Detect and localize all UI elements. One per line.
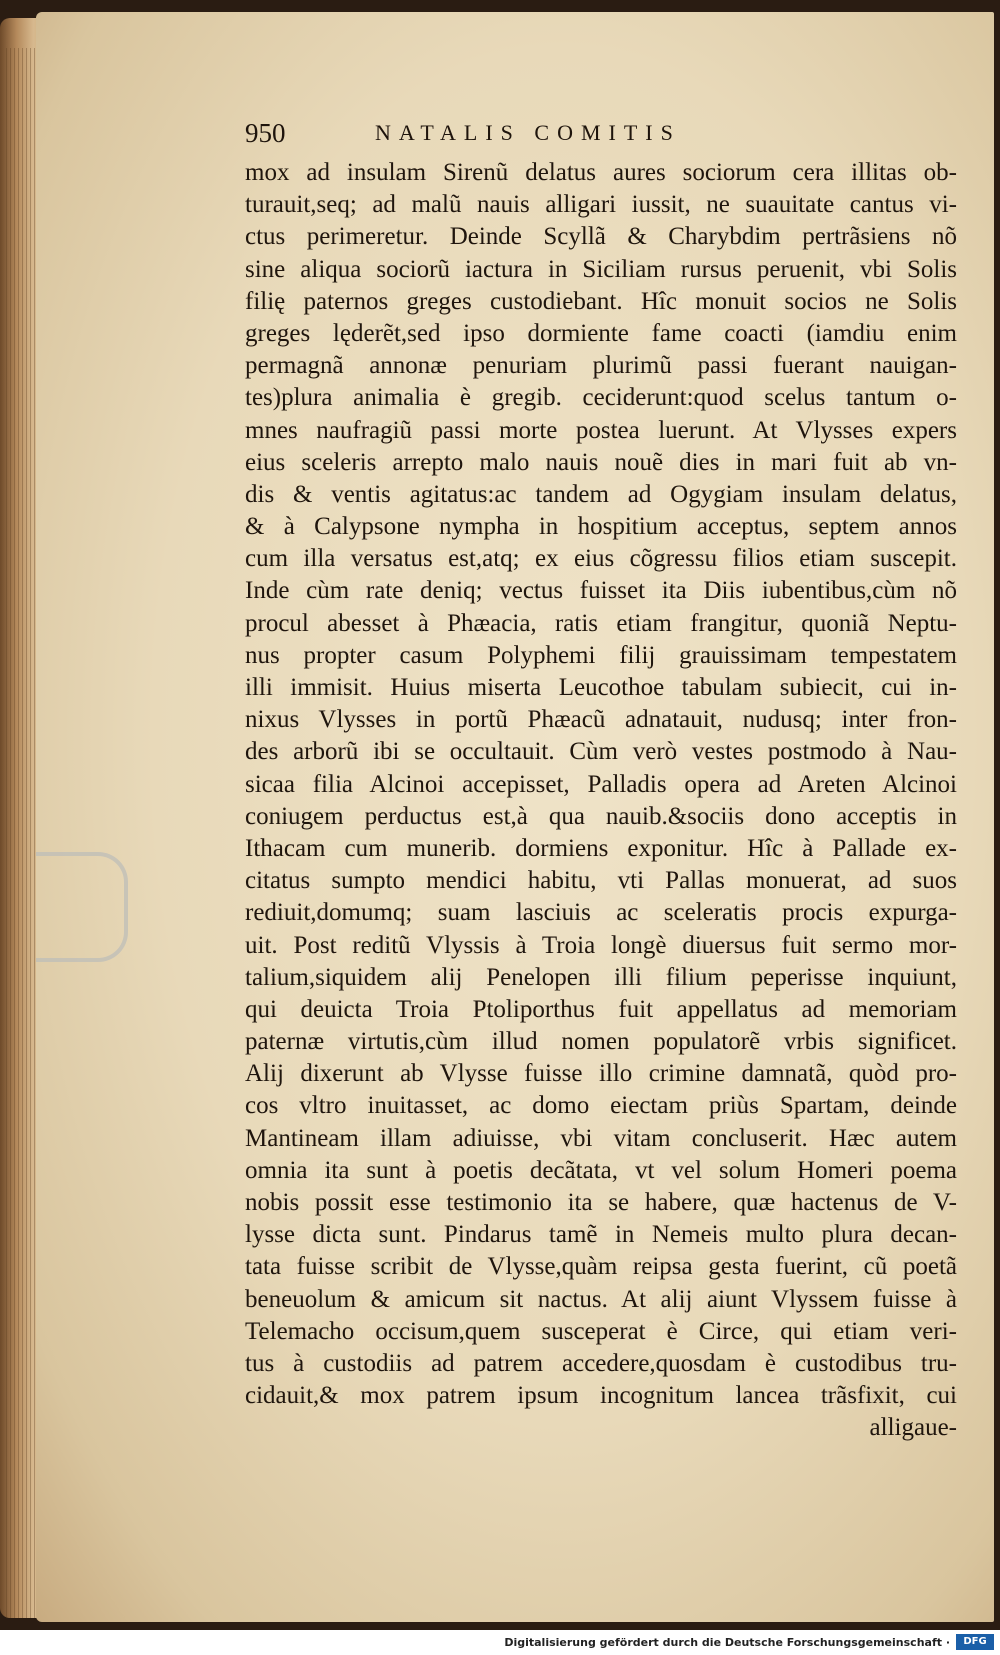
- page-number: 950: [245, 118, 286, 148]
- text-line: sine aliqua sociorũ iactura in Siciliam rursus peruenit, vbi Solis: [245, 255, 957, 283]
- text-line: sicaa filia Alcinoi accepisset, Palladis opera ad Areten Alcinoi: [245, 770, 957, 798]
- text-line: Alij dixerunt ab Vlysse fuisse illo crimine damnatã, quòd pro-: [245, 1060, 957, 1088]
- text-line: mox ad insulam Sirenũ delatus aures sociorum cera illitas ob-: [245, 159, 957, 186]
- text-line: filię paternos greges custodiebant. Hîc monuit socios ne Solis: [245, 287, 957, 315]
- text-line: uit. Post reditũ Vlyssis à Troia longè diuersus fuit sermo mor-: [245, 931, 957, 959]
- text-line: & à Calypsone nympha in hospitium acceptus, septem annos: [245, 513, 957, 541]
- text-line: greges lęderẽt,sed ipso dormiente fame coacti (iamdiu enim: [245, 319, 957, 347]
- text-line: rediuit,domumq; suam lasciuis ac sceleratis procis expurga-: [245, 899, 957, 927]
- text-line: turauit,seq; ad malũ nauis alligari iussit, ne suauitate cantus vi-: [245, 191, 957, 219]
- page-header: [245, 118, 805, 154]
- text-line: tus à custodiis ad patrem accedere,quosdam è custodibus tru-: [245, 1349, 957, 1377]
- text-line: permagnã annonæ penuriam plurimũ passi fuerant nauigan-: [245, 352, 957, 380]
- text-line: Telemacho occisum,quem susceperat è Circe, qui etiam veri-: [245, 1317, 957, 1345]
- text-line: paternæ virtutis,cùm illud nomen populatorẽ vrbis significet.: [245, 1028, 957, 1056]
- running-head: NATALIS COMITIS: [375, 120, 681, 145]
- text-line: Inde cùm rate deniq; vectus fuisset ita Diis iubentibus,cùm nõ: [245, 577, 957, 605]
- funding-credit: Digitalisierung gefördert durch die Deutsche Forschungsgemeinschaft ·: [504, 1636, 950, 1649]
- text-line: procul abesset à Phæacia, ratis etiam frangitur, quoniã Neptu-: [245, 609, 957, 637]
- text-line: coniugem perductus est,à qua nauib.&sociis dono acceptis in: [245, 802, 957, 830]
- text-line: lysse dicta sunt. Pindarus tamẽ in Nemeis multo plura decan-: [245, 1221, 957, 1249]
- text-line: cidauit,& mox patrem ipsum incognitum lancea trãsfixit, cui: [245, 1382, 957, 1410]
- text-line: tes)plura animalia è gregib. ceciderunt:quod scelus tantum o-: [245, 384, 957, 412]
- text-line: Mantineam illam adiuisse, vbi vitam concluserit. Hæc autem: [245, 1124, 957, 1152]
- catchword: alligaue-: [869, 1414, 957, 1442]
- text-line: dis & ventis agitatus:ac tandem ad Ogygiam insulam delatus,: [245, 480, 957, 508]
- body-text: [245, 157, 957, 1445]
- page-edges: [6, 48, 40, 1618]
- dfg-logo: DFG: [956, 1634, 994, 1650]
- text-line: illi immisit. Huius miserta Leucothoe tabulam subiecit, cui in-: [245, 674, 957, 701]
- text-line: citatus sumpto mendici habitu, vti Pallas monuerat, ad suos: [245, 867, 957, 895]
- text-line: des arborũ ibi se occultauit. Cùm verò vestes postmodo à Nau-: [245, 738, 957, 766]
- text-line: cos vltro inuitasset, ac domo eiectam priùs Spartam, deinde: [245, 1092, 957, 1120]
- text-line: tata fuisse scribit de Vlysse,quàm reipsa gesta fuerint, cũ poetã: [245, 1253, 957, 1281]
- text-line: eius sceleris arrepto malo nauis nouẽ dies in mari fuit ab vn-: [245, 448, 957, 476]
- text-line: qui deuicta Troia Ptoliporthus fuit appellatus ad memoriam: [245, 995, 957, 1023]
- footer-strip: [0, 1630, 1000, 1655]
- text-line: mnes naufragiũ passi morte postea luerunt. At Vlysses expers: [245, 416, 957, 444]
- text-line: nobis possit esse testimonio ita se habere, quæ hactenus de V-: [245, 1189, 957, 1216]
- text-line: nixus Vlysses in portũ Phæacũ adnatauit, nudusq; inter fron-: [245, 706, 957, 734]
- page-clip: [36, 852, 128, 962]
- text-line: cum illa versatus est,atq; ex eius cõgressu filios etiam suscepit.: [245, 545, 957, 573]
- text-line: nus propter casum Polyphemi filij grauissimam tempestatem: [245, 641, 957, 669]
- text-line: omnia ita sunt à poetis decãtata, vt vel solum Homeri poema: [245, 1156, 957, 1184]
- text-line: talium,siquidem alij Penelopen illi filium peperisse inquiunt,: [245, 963, 957, 991]
- text-line: ctus perimeretur. Deinde Scyllã & Charybdim pertrãsiens nõ: [245, 223, 957, 251]
- text-line: Ithacam cum munerib. dormiens exponitur. Hîc à Pallade ex-: [245, 834, 957, 862]
- text-line: beneuolum & amicum sit nactus. At alij aiunt Vlyssem fuisse à: [245, 1285, 957, 1313]
